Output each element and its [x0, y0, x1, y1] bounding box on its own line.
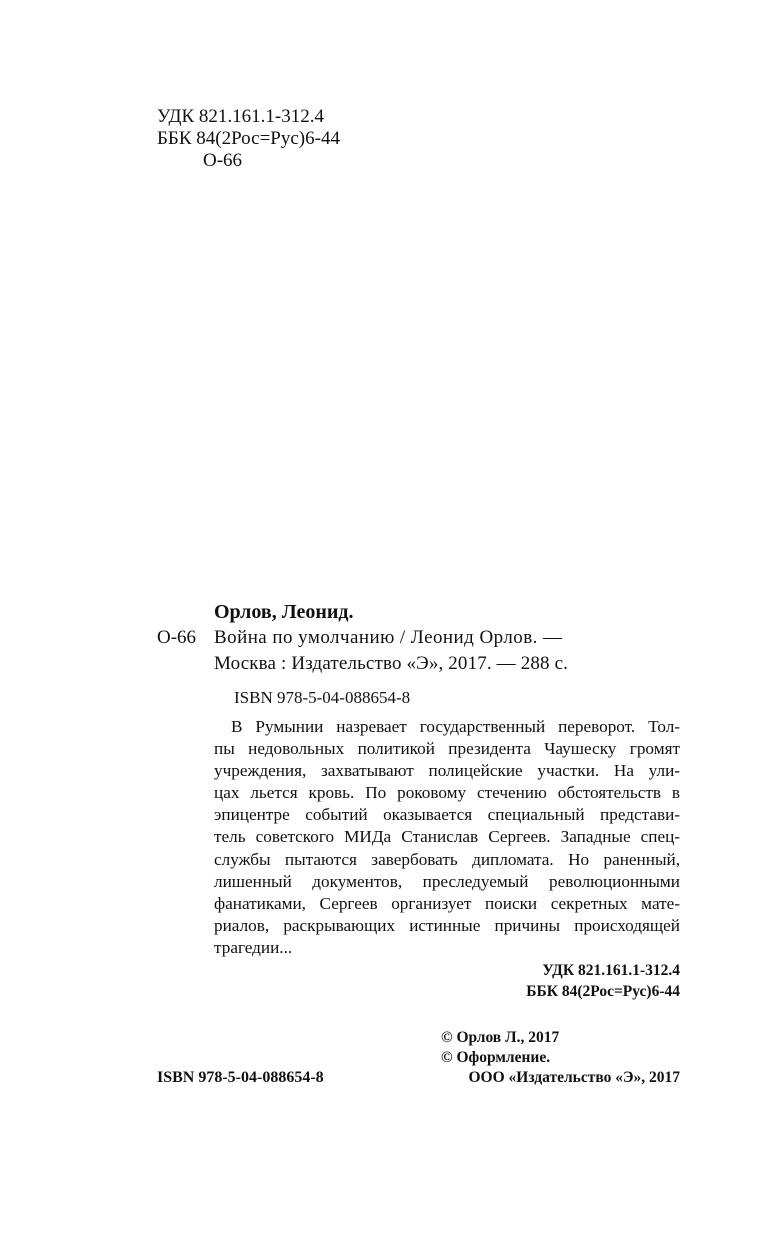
title-line-1: Война по умолчанию / Леонид Орлов. —	[214, 627, 563, 648]
annotation-line: цах льется кровь. По роковому стечению обстоятельств в	[214, 783, 680, 803]
isbn-footer: ISBN 978-5-04-088654-8	[157, 1069, 324, 1086]
annotation-line: риалов, раскрывающих истинные причины происходящей	[214, 915, 680, 935]
annotation-line: лишенный документов, преследуемый революционными	[214, 871, 680, 891]
bbk-code-bottom: ББК 84(2Рос=Рус)6-44	[526, 983, 680, 1000]
bbk-code-top: ББК 84(2Рос=Рус)6-44	[157, 128, 340, 149]
isbn-card: ISBN 978-5-04-088654-8	[234, 688, 411, 707]
copyright-publisher: ООО «Издательство «Э», 2017	[468, 1069, 680, 1086]
annotation-line: фанатиками, Сергеев организует поиски секретных мате-	[214, 893, 680, 913]
udk-code-top: УДК 821.161.1-312.4	[157, 106, 324, 127]
author-name: Орлов, Леонид.	[214, 601, 354, 623]
annotation-line: службы пытаются завербовать дипломата. Но раненный,	[214, 849, 680, 869]
annotation-line: трагедии...	[214, 937, 293, 957]
author-mark-top: О-66	[203, 150, 243, 171]
annotation-line: эпицентре событий оказывается специальный представи-	[214, 805, 680, 825]
udk-code-bottom: УДК 821.161.1-312.4	[542, 962, 680, 979]
annotation-line: учреждения, захватывают полицейские участки. На ули-	[214, 761, 680, 781]
copyright-author: © Орлов Л., 2017	[441, 1029, 560, 1046]
copyright-design: © Оформление.	[441, 1049, 551, 1066]
title-line-2: Москва : Издательство «Э», 2017. — 288 с.	[214, 653, 569, 674]
annotation-line: В Румынии назревает государственный переворот. Тол-	[231, 717, 680, 736]
annotation-text	[214, 716, 680, 959]
author-mark: О-66	[157, 627, 197, 648]
annotation-line: пы недовольных политикой президента Чаушеску громят	[214, 739, 680, 759]
annotation-line: тель советского МИДа Станислав Сергеев. Западные спец-	[214, 827, 680, 847]
